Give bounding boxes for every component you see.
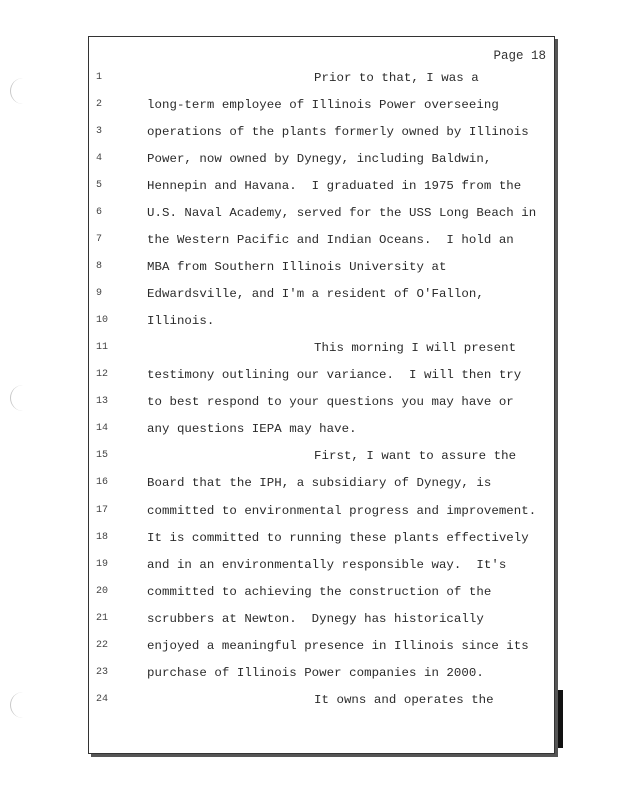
transcript-line: and in an environmentally responsible way. It's: [147, 557, 507, 572]
transcript-line: testimony outlining our variance. I will then try: [147, 368, 522, 383]
line-number: 17: [96, 504, 109, 516]
line-number: 11: [96, 342, 109, 354]
page-number: Page 18: [493, 49, 546, 63]
transcript-line: Hennepin and Havana. I graduated in 1975 from the: [147, 179, 522, 194]
line-number: 12: [96, 369, 109, 381]
line-number: 8: [96, 261, 103, 273]
line-number: 15: [96, 450, 109, 462]
transcript-line: scrubbers at Newton. Dynegy has historically: [147, 611, 484, 626]
transcript-line: Power, now owned by Dynegy, including Baldwin,: [147, 152, 492, 167]
line-number: 3: [96, 126, 103, 138]
transcript-line: to best respond to your questions you may have or: [147, 395, 514, 410]
line-number: 5: [96, 180, 103, 192]
transcript-line: purchase of Illinois Power companies in 2000.: [147, 665, 484, 680]
line-number: 23: [96, 666, 109, 678]
transcript-line: Illinois.: [147, 314, 215, 329]
line-number: 19: [96, 558, 109, 570]
line-number: 1: [96, 72, 103, 83]
transcript-line: It owns and operates the: [314, 692, 494, 707]
line-number: 9: [96, 288, 103, 300]
line-number-column: [96, 68, 120, 717]
transcript-line: U.S. Naval Academy, served for the USS Long Beach in: [147, 206, 537, 221]
line-number: 13: [96, 396, 109, 408]
transcript-line: committed to environmental progress and improvement.: [147, 503, 537, 518]
line-number: 20: [96, 585, 109, 597]
line-number: 6: [96, 207, 103, 219]
transcript-line: Board that the IPH, a subsidiary of Dynegy, is: [147, 476, 492, 491]
binder-hole-middle: [10, 385, 25, 411]
transcript-line: committed to achieving the construction of the: [147, 584, 492, 599]
transcript-line: operations of the plants formerly owned by Illinois: [147, 125, 529, 140]
transcript-line: Prior to that, I was a: [314, 71, 479, 85]
transcript-line: It is committed to running these plants effectively: [147, 530, 529, 545]
line-number: 18: [96, 531, 109, 543]
page-edge-marker: [558, 690, 563, 748]
transcript-line: the Western Pacific and Indian Oceans. I hold an: [147, 233, 514, 248]
transcript-body: [147, 68, 547, 717]
line-number: 16: [96, 477, 109, 489]
transcript-line: Edwardsville, and I'm a resident of O'Fallon,: [147, 287, 484, 302]
binder-hole-bottom: [10, 692, 25, 718]
transcript-line: MBA from Southern Illinois University at: [147, 260, 447, 275]
transcript-line: any questions IEPA may have.: [147, 422, 357, 437]
binder-hole-top: [10, 78, 25, 104]
transcript-line: long-term employee of Illinois Power overseeing: [147, 98, 499, 113]
transcript-line: First, I want to assure the: [314, 449, 517, 464]
line-number: 22: [96, 639, 109, 651]
transcript-line: This morning I will present: [314, 341, 517, 356]
transcript-line: enjoyed a meaningful presence in Illinois since its: [147, 638, 529, 653]
line-number: 10: [96, 315, 109, 327]
line-number: 14: [96, 423, 109, 435]
line-number: 4: [96, 153, 103, 165]
line-number: 21: [96, 612, 109, 624]
line-number: 7: [96, 234, 103, 246]
line-number: 24: [96, 693, 109, 705]
line-number: 2: [96, 99, 103, 111]
